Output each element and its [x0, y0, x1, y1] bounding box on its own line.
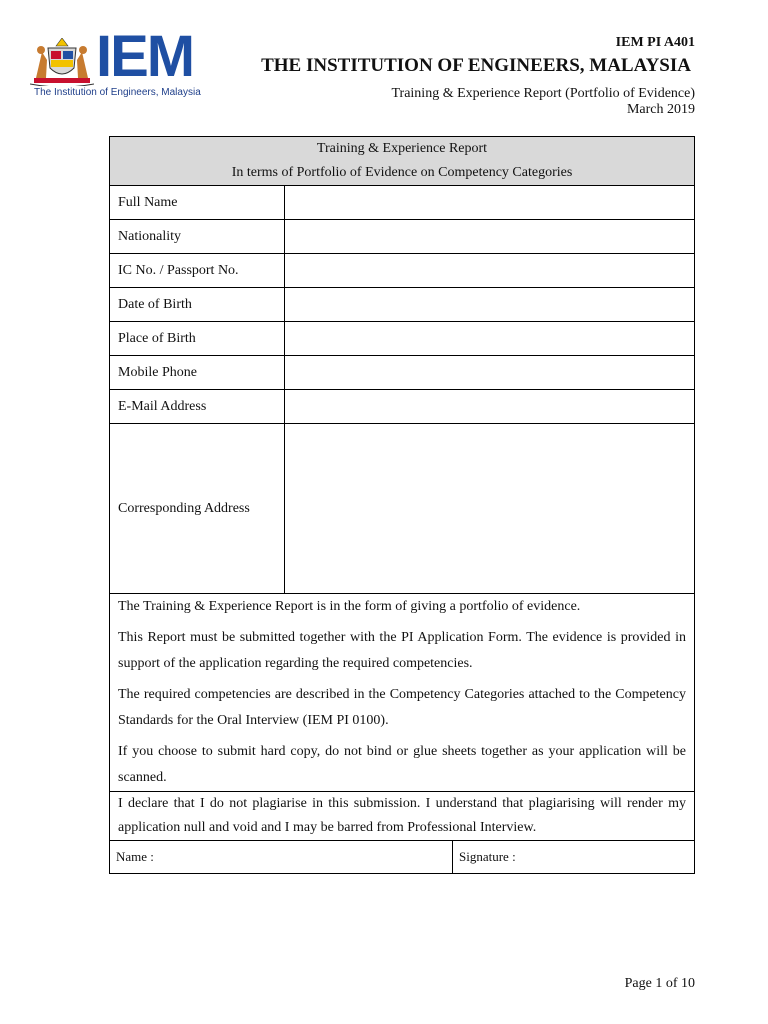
signature-field[interactable] — [453, 841, 695, 873]
nationality-field[interactable] — [285, 220, 695, 254]
field-label: E-Mail Address — [110, 390, 285, 424]
field-label: IC No. / Passport No. — [110, 254, 285, 288]
field-row-address — [110, 424, 695, 594]
logo-subtitle: The Institution of Engineers, Malaysia — [34, 87, 201, 98]
logo-wordmark: IEM — [96, 24, 194, 89]
name-label: Name : — [116, 849, 154, 864]
field-row-date-of-birth — [110, 288, 695, 322]
signature-row — [110, 841, 695, 874]
field-label: Place of Birth — [110, 322, 285, 356]
instruction-paragraph: The Training & Experience Report is in the form of giving a portfolio of evidence. — [118, 599, 581, 614]
field-row-ic-passport — [110, 254, 695, 288]
report-form — [109, 136, 695, 874]
page-number: Page 1 of 10 — [624, 976, 695, 991]
declaration-text: I declare that I do not plagiarise in this submission. I understand that plagiarising will render my application null and void and I may be barred from Professional Interview. — [110, 792, 695, 841]
instructions — [110, 594, 695, 792]
name-field[interactable] — [110, 841, 453, 873]
form-header — [110, 137, 695, 186]
form-subtitle: In terms of Portfolio of Evidence on Competency Categories — [231, 165, 573, 180]
instruction-paragraph: The required competencies are described in the Competency Categories attached to the Competency Standards for the Oral Interview (IEM PI 0100). — [118, 687, 686, 728]
place-of-birth-field[interactable] — [285, 322, 695, 356]
full-name-field[interactable] — [285, 186, 695, 220]
form-title: Training & Experience Report — [316, 141, 488, 156]
iem-logo — [30, 24, 222, 104]
field-row-nationality — [110, 220, 695, 254]
field-row-place-of-birth — [110, 322, 695, 356]
instruction-paragraph: If you choose to submit hard copy, do not bind or glue sheets together as your application will be scanned. — [118, 744, 686, 785]
report-date: March 2019 — [626, 102, 695, 117]
ic-passport-field[interactable] — [285, 254, 695, 288]
field-row-email — [110, 390, 695, 424]
field-label: Corresponding Address — [110, 424, 285, 594]
signature-label: Signature : — [459, 849, 516, 864]
field-label: Mobile Phone — [110, 356, 285, 390]
email-field[interactable] — [285, 390, 695, 424]
instruction-paragraph: This Report must be submitted together with the PI Application Form. The evidence is provided in support of the application regarding the required competencies. — [118, 630, 686, 671]
field-row-mobile-phone — [110, 356, 695, 390]
mobile-phone-field[interactable] — [285, 356, 695, 390]
field-row-full-name — [110, 186, 695, 220]
field-label: Nationality — [110, 220, 285, 254]
instructions-row — [110, 594, 695, 792]
report-subtitle: Training & Experience Report (Portfolio of Evidence) — [391, 86, 695, 101]
iem-coat-of-arms-icon — [30, 38, 94, 86]
declaration-row — [110, 792, 695, 841]
organization-title: THE INSTITUTION OF ENGINEERS, MALAYSIA — [261, 55, 691, 76]
field-label: Date of Birth — [110, 288, 285, 322]
field-label: Full Name — [110, 186, 285, 220]
address-field[interactable] — [285, 424, 695, 594]
document-code: IEM PI A401 — [615, 35, 695, 50]
date-of-birth-field[interactable] — [285, 288, 695, 322]
signature-table — [110, 841, 694, 873]
form-header-row — [110, 137, 695, 186]
